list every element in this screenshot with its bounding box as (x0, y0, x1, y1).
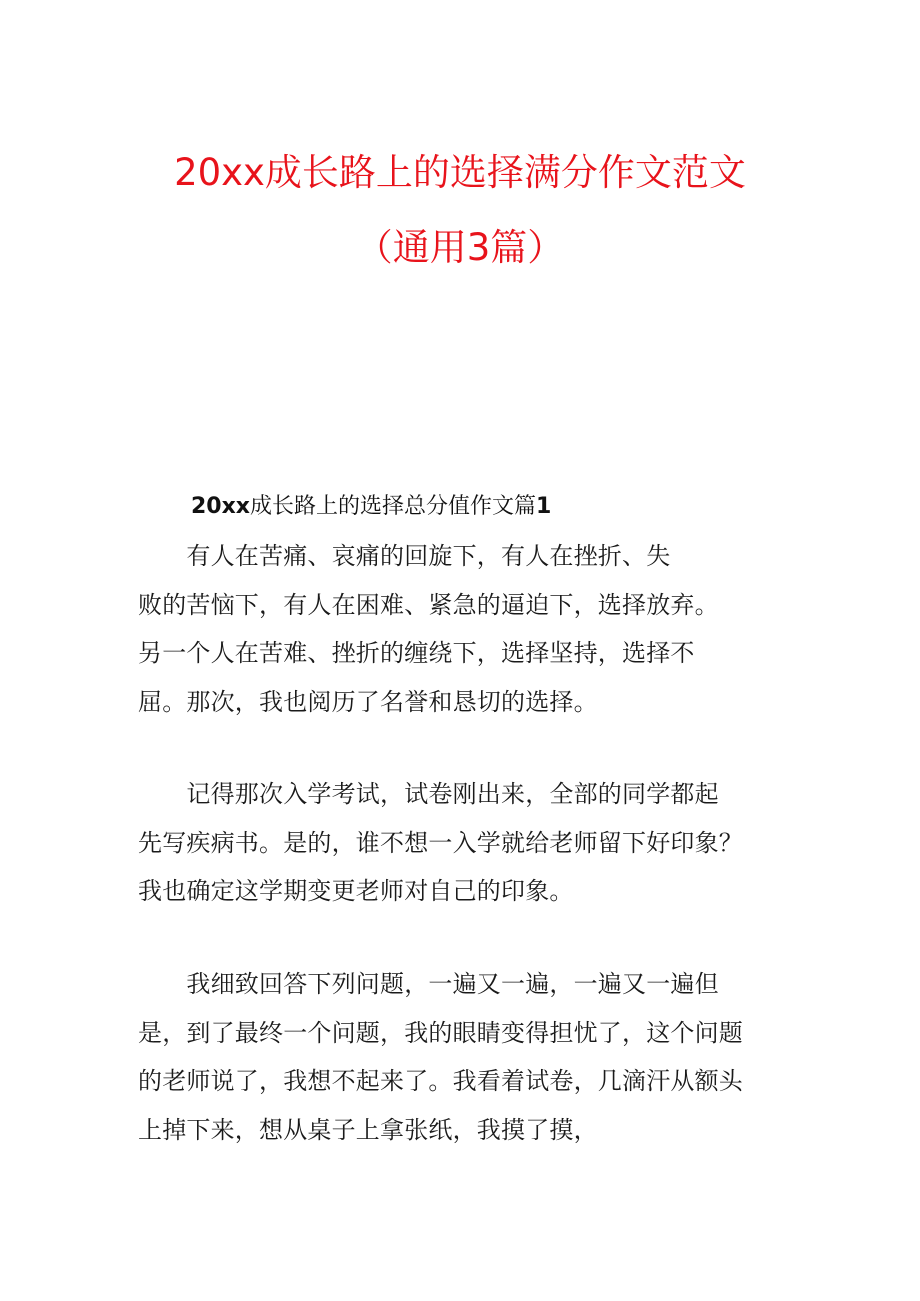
paragraph-3 (138, 960, 798, 1154)
section-heading-prefix: 20xx (191, 494, 250, 519)
paragraph-line: 屈。那次，我也阅历了名誉和恳切的选择。 (138, 687, 598, 716)
document-title-line1: 20xx成长路上的选择满分作文范文 (174, 151, 746, 194)
paragraph-line: 先写疾病书。是的，谁不想一入学就给老师留下好印象？ (138, 828, 743, 857)
paragraph-1 (138, 532, 798, 726)
section-heading-main: 成长路上的选择总分值作文篇 (250, 494, 537, 519)
section-heading-number: 1 (536, 494, 552, 519)
document-title-line2: （通用3篇） (355, 226, 565, 269)
paragraph-2 (138, 770, 798, 916)
paragraph-line: 的老师说了，我想不起来了。我看着试卷，几滴汗从额头 (138, 1067, 743, 1095)
paragraph-line: 我细致回答下列问题，一遍又一遍，一遍又一遍但 (138, 970, 719, 998)
paragraph-line: 有人在苦痛、哀痛的回旋下，有人在挫折、失 (138, 542, 671, 570)
section-heading (191, 490, 551, 524)
paragraph-line: 记得那次入学考试，试卷刚出来，全部的同学都起 (138, 780, 719, 808)
paragraph-line: 是，到了最终一个问题，我的眼睛变得担忧了，这个问题 (138, 1018, 743, 1047)
paragraph-line: 我也确定这学期变更老师对自己的印象。 (138, 877, 574, 905)
paragraph-line: 上掉下来，想从桌子上拿张纸，我摸了摸， (138, 1115, 598, 1144)
paragraph-line: 败的苦恼下，有人在困难、紧急的逼迫下，选择放弃。 (138, 590, 719, 619)
paragraph-line: 另一个人在苦难、挫折的缠绕下，选择坚持，选择不 (138, 639, 695, 667)
